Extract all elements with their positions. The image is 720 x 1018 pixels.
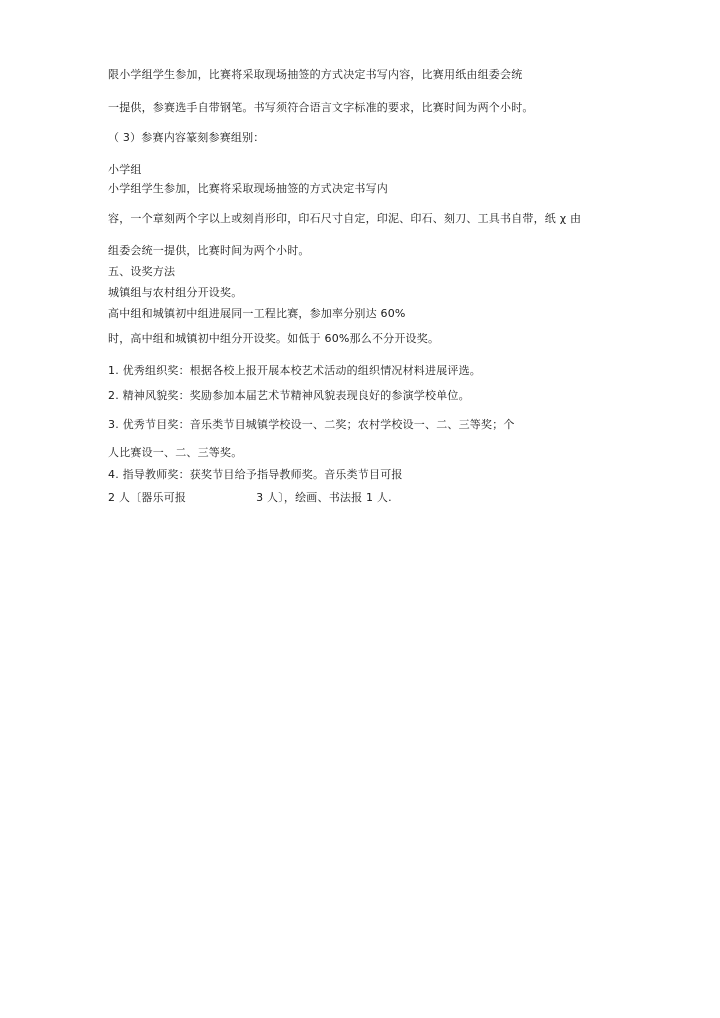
paragraph-line xyxy=(108,491,392,505)
paragraph-line: 组委会统一提供，比赛时间为两个小时。 xyxy=(108,244,310,257)
group-heading: 小学组 xyxy=(108,163,142,176)
list-item: 2. 精神风貌奖：奖励参加本届艺术节精神风貌表现良好的参演学校单位。 xyxy=(108,389,470,402)
paragraph-line: 一提供，参赛选手自带钢笔。书写须符合语言文字标准的要求，比赛时间为两个小时。 xyxy=(108,101,534,114)
line-segment: 3 人〕，绘画、书法报 1 人. xyxy=(256,491,392,504)
list-item: 1. 优秀组织奖：根据各校上报开展本校艺术活动的组织情况材料进展评选。 xyxy=(108,364,481,377)
paragraph-line: 城镇组与农村组分开设奖。 xyxy=(108,286,243,299)
line-segment: 2 人〔器乐可报 xyxy=(108,491,187,504)
list-item: 4. 指导教师奖：获奖节目给予指导教师奖。音乐类节目可报 xyxy=(108,468,403,481)
list-item: 3. 优秀节目奖：音乐类节目城镇学校设一、二奖；农村学校设一、二、三等奖；个 xyxy=(108,418,515,431)
paragraph-line: 小学组学生参加，比赛将采取现场抽签的方式决定书写内 xyxy=(108,182,388,195)
section-heading: （ 3）参赛内容篆刻参赛组别： xyxy=(108,131,265,144)
paragraph-line: 容，一个章刻两个字以上或刻肖形印，印石尺寸自定，印泥、印石、刻刀、工具书自带，纸 χ 由 xyxy=(108,212,582,225)
paragraph-line: 人比赛设一、二、三等奖。 xyxy=(108,446,243,459)
section-heading: 五、设奖方法 xyxy=(108,265,176,278)
paragraph-line: 高中组和城镇初中组进展同一工程比赛，参加率分别达 60% xyxy=(108,307,406,320)
paragraph-line: 限小学组学生参加，比赛将采取现场抽签的方式决定书写内容，比赛用纸由组委会统 xyxy=(108,68,523,81)
paragraph-line: 时，高中组和城镇初中组分开设奖。如低于 60%那么不分开设奖。 xyxy=(108,332,440,345)
